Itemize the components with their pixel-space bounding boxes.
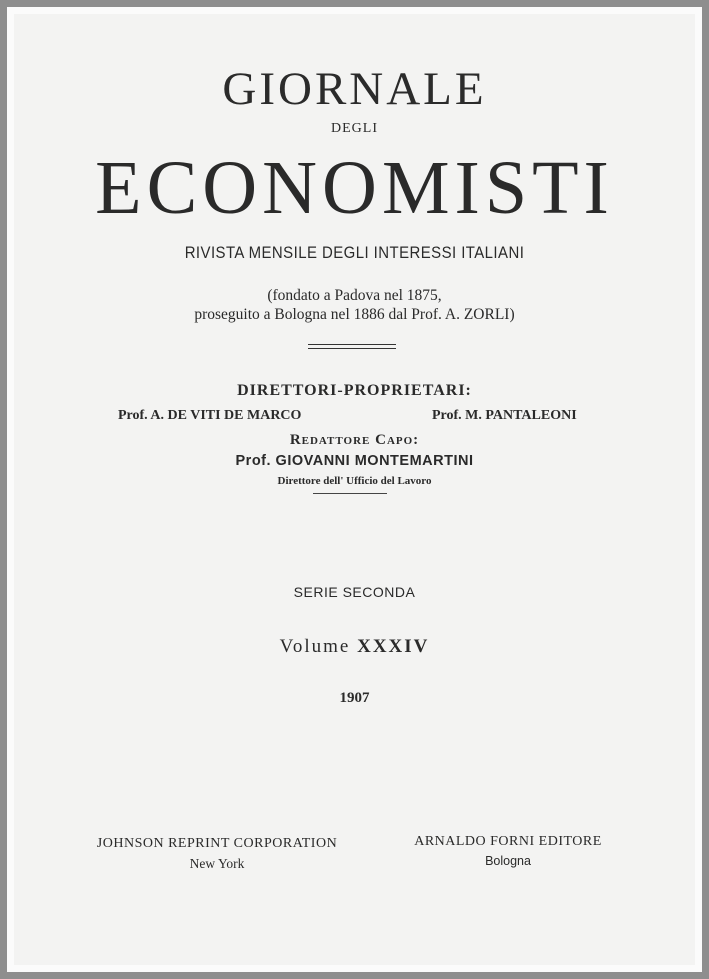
chief-editor-name: Prof. GIOVANNI MONTEMARTINI <box>235 453 474 469</box>
director-left: Prof. A. DE VITI DE MARCO <box>118 408 302 423</box>
publisher-right-name: ARNALDO FORNI EDITORE <box>414 834 602 849</box>
series-label: SERIE SECONDA <box>293 584 416 600</box>
journal-title-line1: GIORNALE <box>222 63 487 115</box>
double-rule-bottom <box>308 348 396 349</box>
publisher-right <box>400 834 616 868</box>
director-right: Prof. M. PANTALEONI <box>432 408 577 423</box>
directors-heading: DIRETTORI-PROPRIETARI: <box>237 382 472 399</box>
chief-editor-role: Direttore dell' Ufficio del Lavoro <box>277 475 432 487</box>
chief-editor-heading: Redattore Capo: <box>289 432 420 448</box>
publication-year: 1907 <box>339 690 370 706</box>
volume-number: XXXIV <box>357 636 430 657</box>
founding-note-line2: proseguito a Bologna nel 1886 dal Prof. A. ZORLI) <box>194 306 515 323</box>
journal-subtitle: RIVISTA MENSILE DEGLI INTERESSI ITALIANI <box>184 243 525 262</box>
short-rule <box>313 493 387 494</box>
journal-title-line2: ECONOMISTI <box>95 146 614 230</box>
volume-line <box>0 636 709 658</box>
founding-note-line1: (fondato a Padova nel 1875, <box>267 287 442 304</box>
publisher-left-city: New York <box>189 856 245 871</box>
volume-label: Volume <box>279 636 351 657</box>
publisher-left-name: JOHNSON REPRINT CORPORATION <box>96 836 338 851</box>
publisher-right-city: Bologna <box>485 854 531 868</box>
publisher-left <box>82 836 352 872</box>
double-rule-top <box>308 344 396 345</box>
journal-title-connector: DEGLI <box>331 121 378 136</box>
